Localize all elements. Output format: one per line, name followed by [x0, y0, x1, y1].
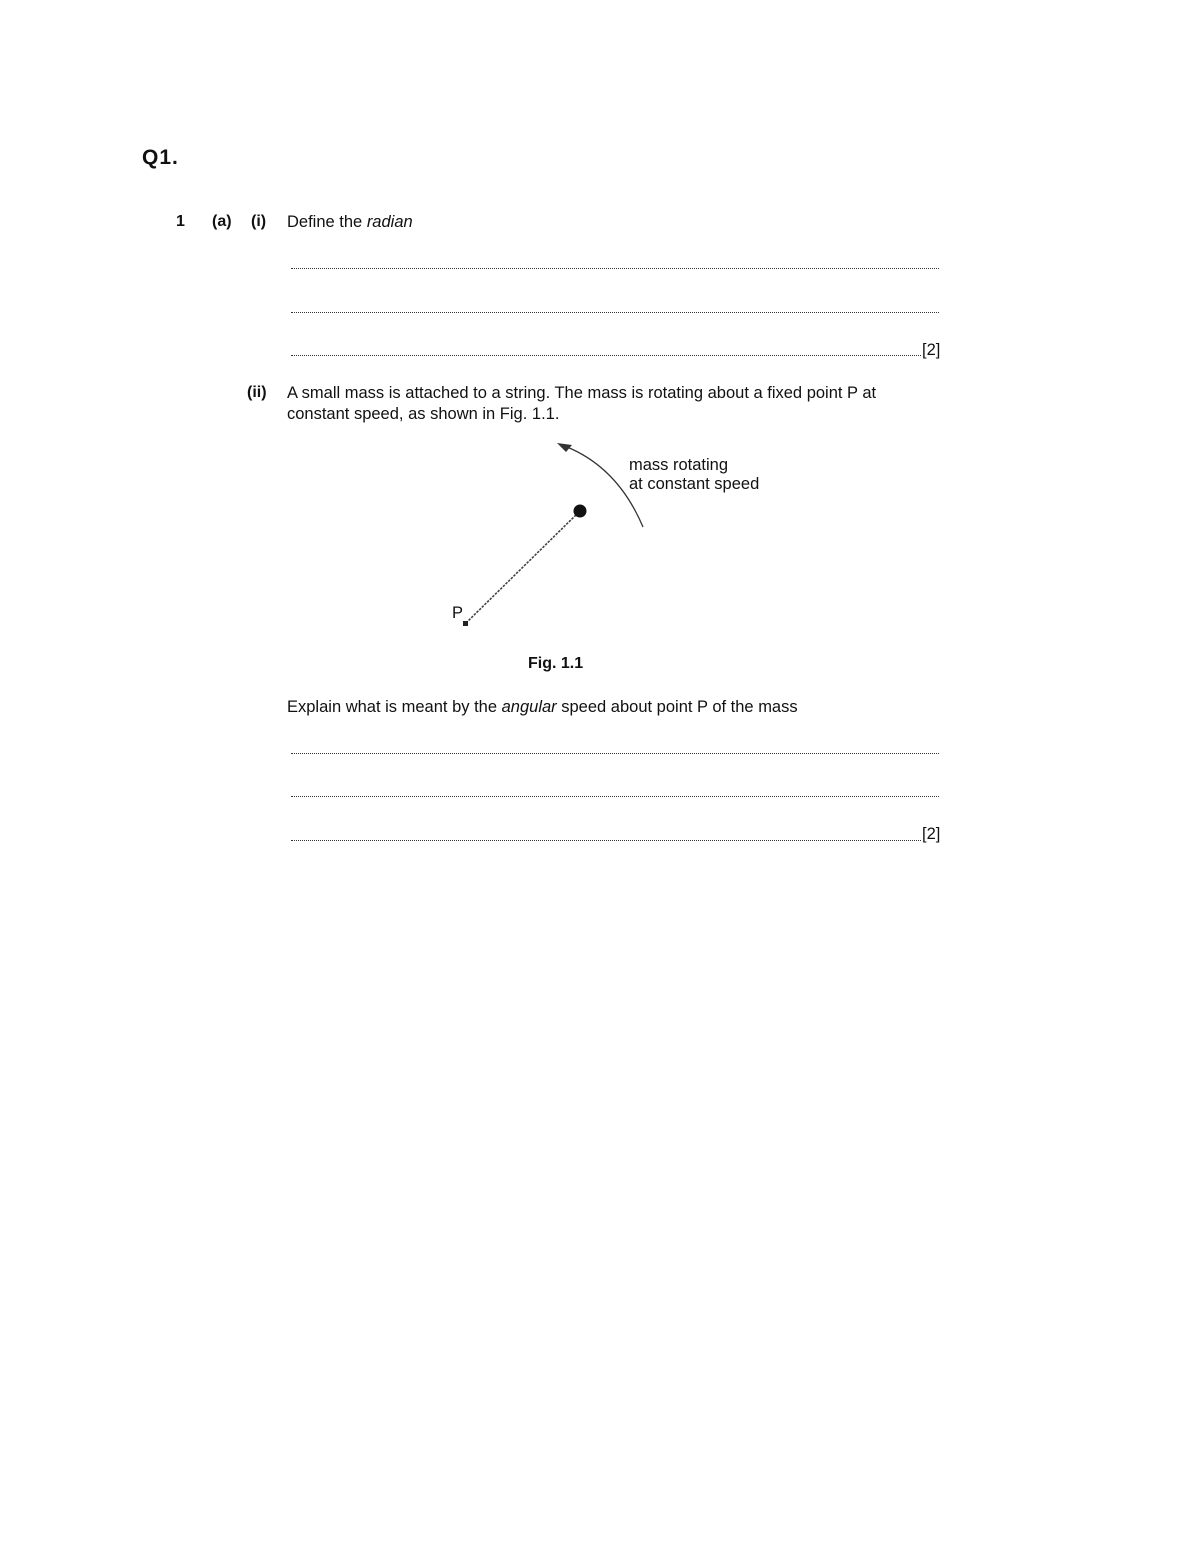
figure-caption: Fig. 1.1: [528, 655, 584, 672]
question-number: 1: [176, 213, 185, 230]
label-line: at constant speed: [629, 475, 760, 493]
text-line: A small mass is attached to a string. The mass is rotating about a fixed point P at: [287, 384, 877, 402]
mass: [574, 505, 587, 518]
prompt-term: radian: [366, 213, 413, 231]
label-line: mass rotating: [629, 456, 729, 474]
subpart-label-ii: (ii): [247, 384, 267, 401]
prompt-text: speed about point P of the mass: [556, 698, 798, 716]
answer-line[interactable]: [291, 840, 921, 841]
arrowhead: [557, 443, 572, 452]
subpart-ii-prompt: [287, 697, 798, 718]
point-label: P: [452, 604, 464, 622]
fixed-point: [463, 621, 468, 626]
figure-label: [629, 456, 759, 494]
string: [466, 511, 580, 623]
marks-allocation: [2]: [922, 825, 941, 843]
question-label: Q1.: [142, 146, 179, 169]
text-line: constant speed, as shown in Fig. 1.1.: [287, 405, 560, 423]
answer-line[interactable]: [291, 753, 939, 754]
subpart-label-i: (i): [251, 213, 267, 230]
part-label-a: (a): [212, 213, 232, 230]
answer-line[interactable]: [291, 796, 939, 797]
prompt-text: Explain what is meant by the: [287, 698, 502, 716]
prompt-text: Define the: [287, 213, 367, 231]
marks-allocation: [2]: [922, 341, 941, 359]
prompt-term: angular: [501, 698, 557, 716]
